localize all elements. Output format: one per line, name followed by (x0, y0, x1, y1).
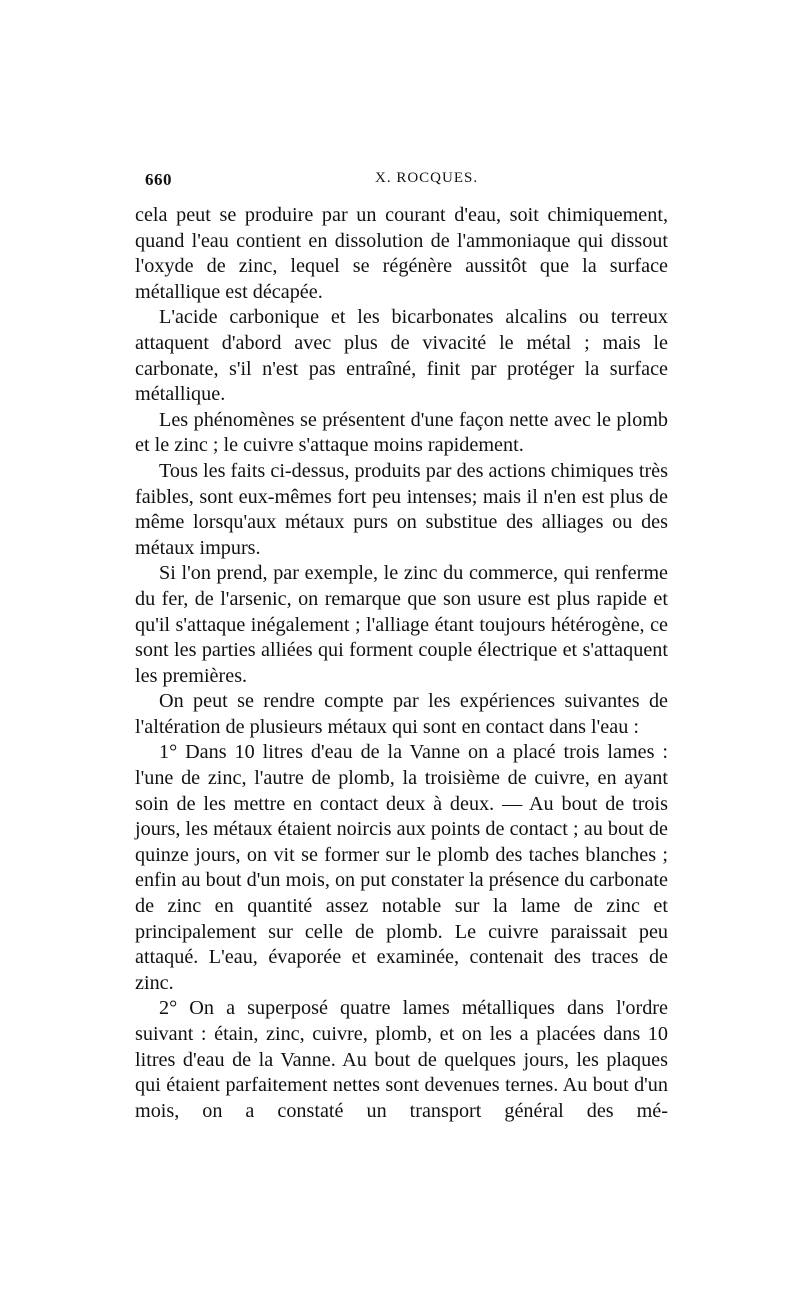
paragraph-4: Tous les faits ci-dessus, produits par des actions chimiques très faibles, sont eux-mêmes fort peu intenses; mais il n'en est plus de même lorsqu'aux métaux purs on substitue des alliages ou des métaux impurs. (135, 459, 668, 559)
body-text (135, 203, 668, 1124)
paragraph-2: L'acide carbonique et les bicarbonates alcalins ou terreux attaquent d'abord avec plus de vivacité le métal ; mais le carbonate, s'il n'est pas entraîné, finit par protéger la surface métallique. (135, 306, 668, 406)
paragraph-5: Si l'on prend, par exemple, le zinc du commerce, qui renferme du fer, de l'arsenic, on remarque que son usure est plus rapide et qu'il s'attaque inégalement ; l'alliage étant toujours hétérogène, ce sont les parties alliées qui forment couple électrique et s'attaquent les premières. (135, 562, 668, 687)
page-header (145, 170, 665, 196)
page-number: 660 (145, 170, 172, 189)
paragraph-1: cela peut se produire par un courant d'eau, soit chimiquement, quand l'eau contient en dissolution de l'ammoniaque qui dissout l'oxyde de zinc, lequel se régénère aussitôt que la surface métallique est décapée. (135, 204, 668, 303)
paragraph-7: 1° Dans 10 litres d'eau de la Vanne on a placé trois lames : l'une de zinc, l'autre de plomb, la troisième de cuivre, en ayant soin de les mettre en contact deux à deux. — Au bout de trois jours, les métaux étaient noircis aux points de contact ; au bout de quinze jours, on vit se former sur le plomb des taches blanches ; enfin au bout d'un mois, on put constater la présence du carbonate de zinc en quantité assez notable sur la lame de zinc et principalement sur celle de plomb. Le cuivre paraissait peu attaqué. L'eau, évaporée et examinée, contenait des traces de zinc. (135, 741, 668, 994)
paragraph-6: On peut se rendre compte par les expériences suivantes de l'altération de plusieurs métaux qui sont en contact dans l'eau : (135, 690, 668, 738)
running-head: X. ROCQUES. (375, 170, 479, 186)
paragraph-8: 2° On a superposé quatre lames métalliques dans l'ordre suivant : étain, zinc, cuivre, plomb, et on les a placées dans 10 litres d'eau de la Vanne. Au bout de quelques jours, les plaques qui étaient parfaitement nettes sont devenues ternes. Au bout d'un mois, on a constaté un transport général des mé- (135, 997, 668, 1122)
paragraph-3: Les phénomènes se présentent d'une façon nette avec le plomb et le zinc ; le cuivre s'attaque moins rapidement. (135, 408, 668, 457)
